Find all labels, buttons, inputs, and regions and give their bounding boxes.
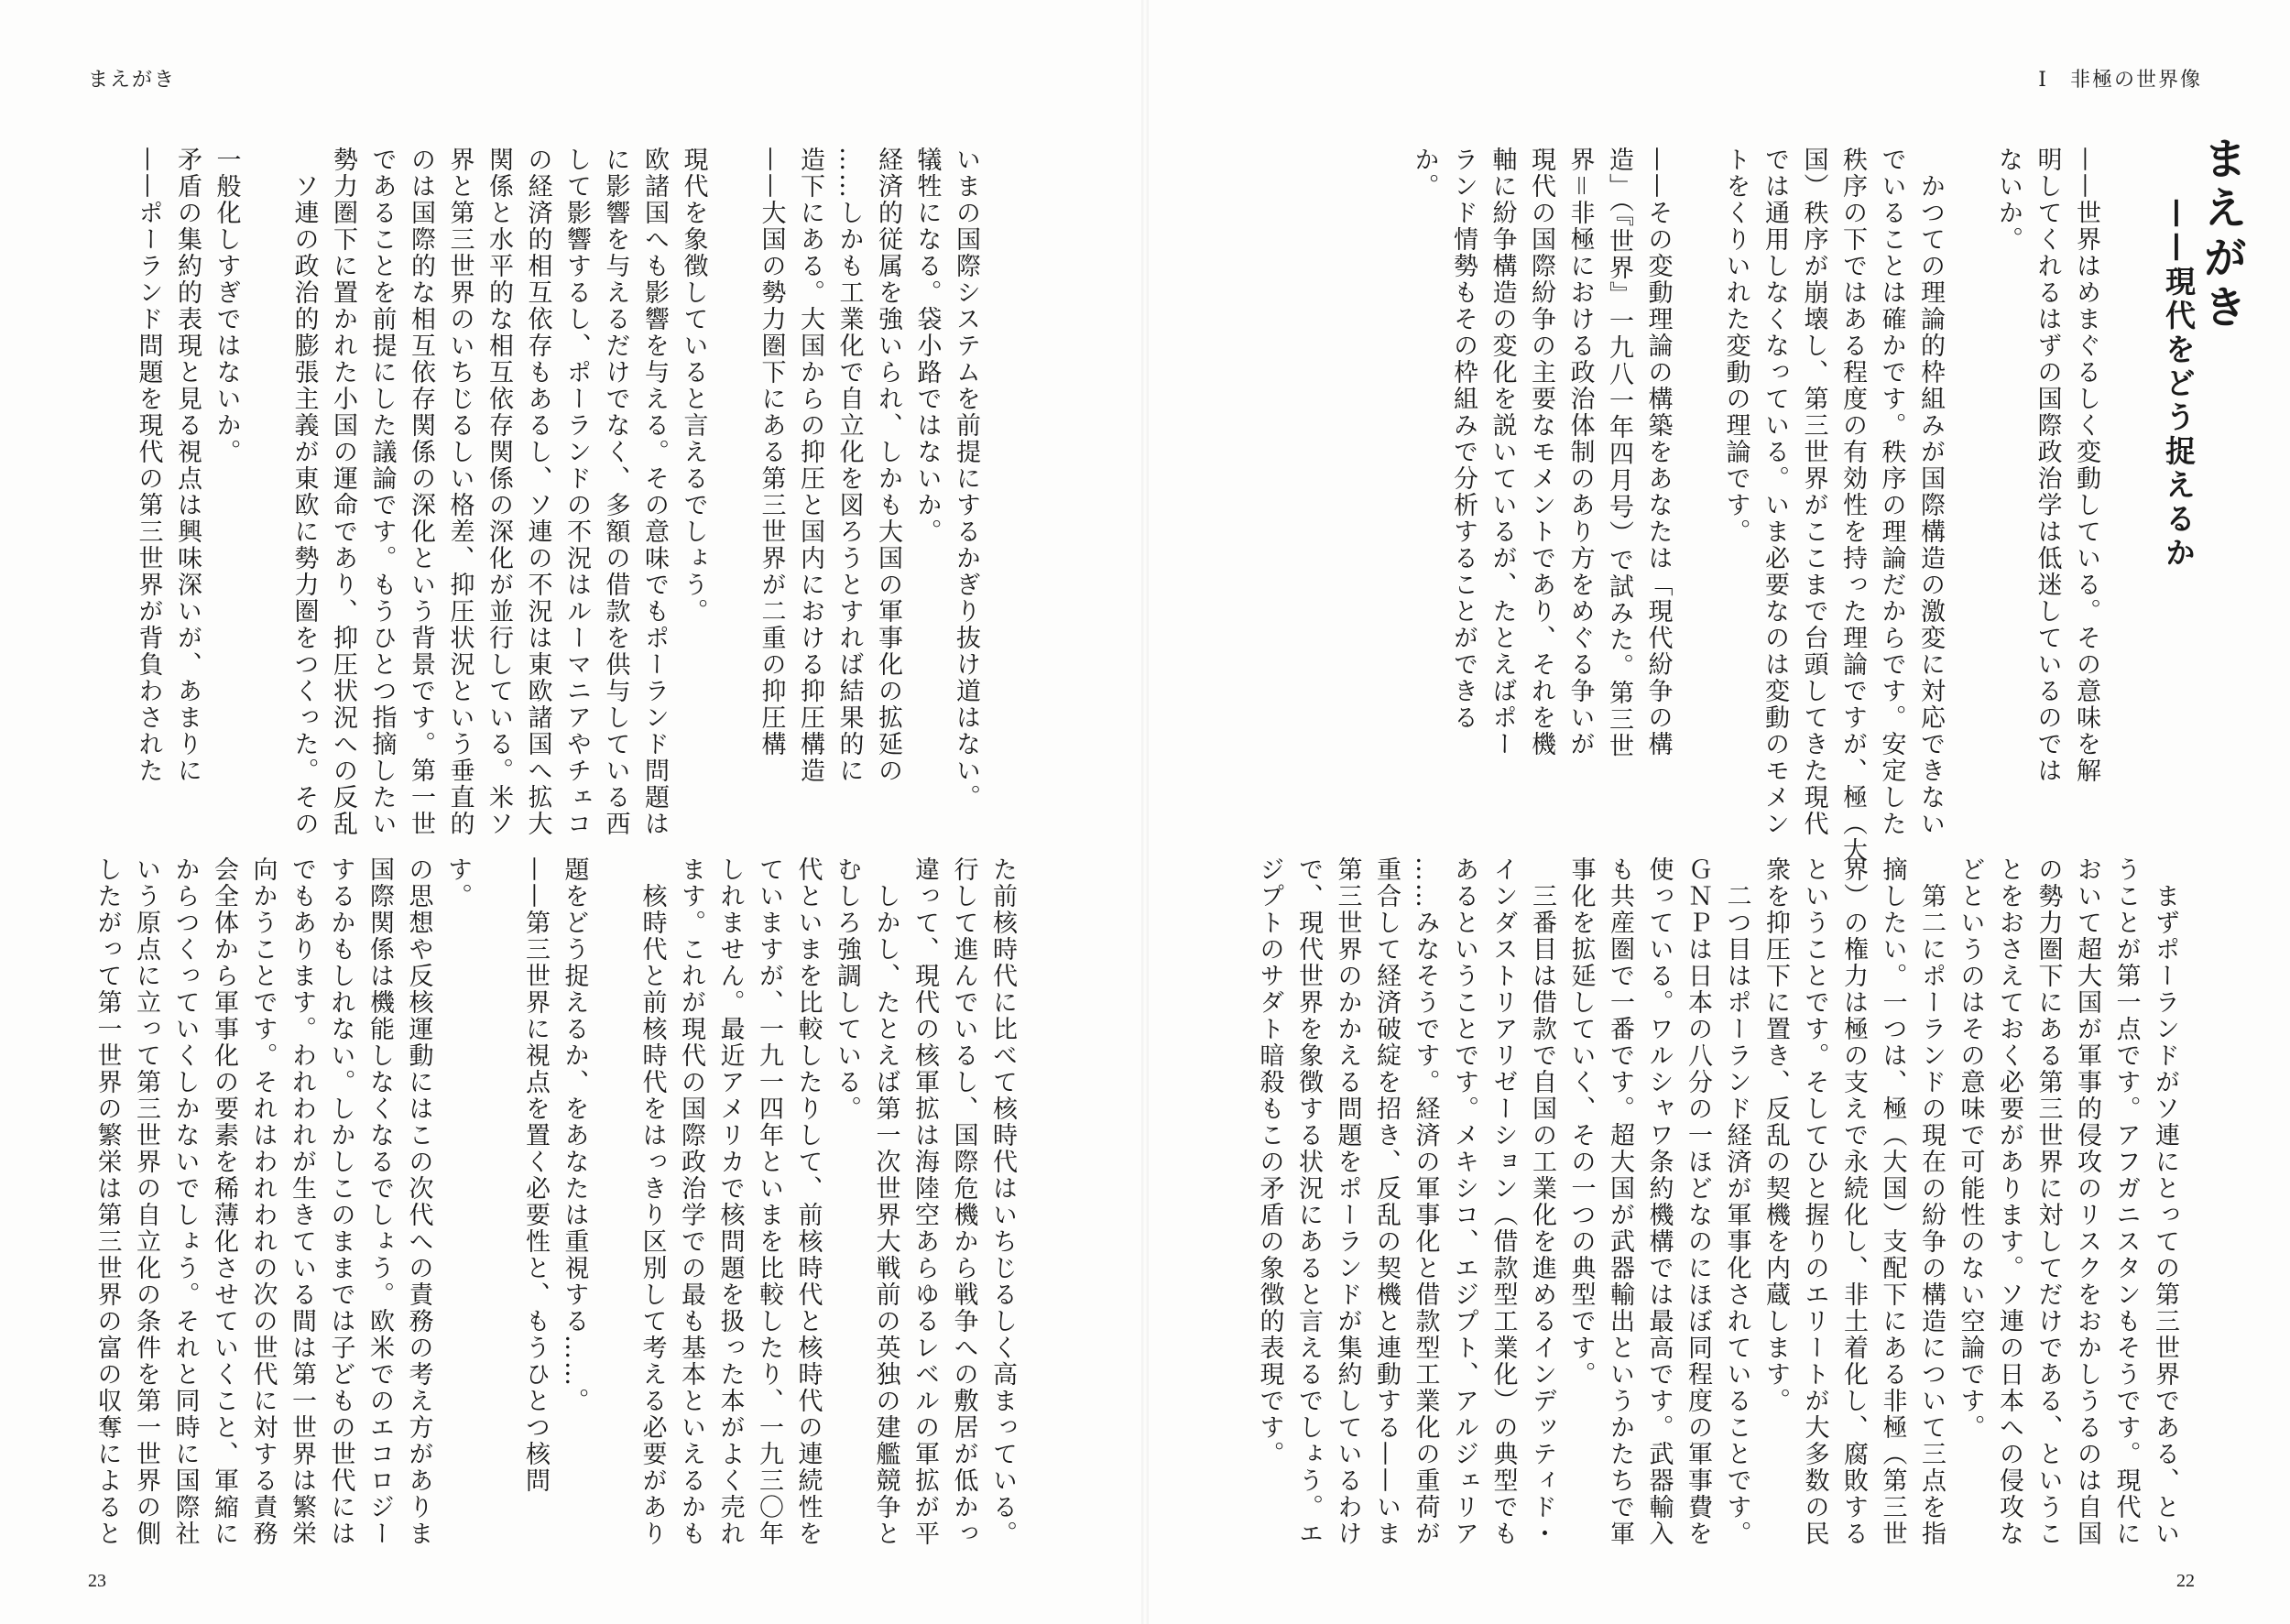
page-number: 22 (2176, 1571, 2195, 1591)
chapter-subtitle: ——現代をどう捉えるか (2161, 198, 2197, 571)
running-head: Ⅰ 非極の世界像 (2038, 69, 2202, 92)
running-head: まえがき (88, 69, 177, 92)
right-lower-text: まずポーランドがソ連にとっての第三世界である、とい うことが第一点です。アフガニスタンもそうです。現代に おいて超大国が軍事的侵攻のリスクをおかしうるのは自国 の勢力圏下にある第三世界に対してだけである、というこ とをおさえておく必要があります。ソ連の日本への侵攻な どというのはその意味で可能性のない空論です。 第二にポーランドの現在の紛争の構造について三点を指 摘したい。一つは、極（大国）支配下にある非極（第三世 界）の権力は極の支えで永続化し、非土着化し、腐敗する ということです。そしてひと握りのエリートが大多数の民 衆を抑圧下に置き、反乱の契機を内蔵します。 二つ目はポーランド経済が軍事化されていることです。 ＧＮＰは日本の八分の一ほどなのにほぼ同程度の軍事費を 使っている。ワルシャワ条約機構では最高です。武器輸入 も共産圏で一番です。超大国が武器輸出というかたちで軍 事化を拡延していく、その一つの典型です。 三番目は借款で自国の工業化を進めるインデッティド・ インダストリアリゼーション（借款型工業化）の典型でも あるということです。メキシコ、エジプト、アルジェリア ……みなそうです。経済の軍事化と借款型工業化の重荷が 重合して経済破綻を招き、反乱の契機と連動する——いま 第三世界のかかえる問題をポーランドが集約しているわけ で、現代世界を象徴する状況にあると言えるでしょう。エ ジプトのサダト暗殺もこの矛盾の象徴的表現です。 (1255, 856, 2179, 1547)
chapter-title: まえがき (2196, 136, 2247, 333)
right-upper-text: ——世界はめまぐるしく変動している。その意味を解 明してくれるはずの国際政治学は低迷しているのでは ないか。 かつての理論的枠組みが国際構造の激変に対応できない でいることは確かです。秩序の理論だからです。安定した 秩序の下ではある程度の有効性を持った理論ですが、極（大 国）秩序が崩壊し、第三世界がここまで台頭してきた現代 では通用しなくなっている。いま必要なのは変動のモメン トをくりいれた変動の理論です。 ——その変動理論の構築をあなたは「現代紛争の構 造」（『世界』一九八一年四月号）で試みた。第三世 界＝非極における政治体制のあり方をめぐる争いが 現代の国際紛争の主要なモメントであり、それを機 軸に紛争構造の変化を説いているが、たとえばポー ランド情勢もその枠組みで分析することができる か。 (1410, 147, 2100, 864)
right-page (1145, 0, 2290, 1624)
left-upper-text: いまの国際システムを前提にするかぎり抜け道はない。 犠牲になる。袋小路ではないか。 経済的従属を強いられ、しかも大国の軍事化の拡延の ……しかも工業化で自立化を図ろうとすれば結果的に 造下にある。大国からの抑圧と国内における抑圧構造 ——大国の勢力圏下にある第三世界が二重の抑圧構 現代を象徴していると言えるでしょう。 欧諸国へも影響を与える。その意味でもポーランド問題は に影響を与えるだけでなく、多額の借款を供与している西 して影響するし、ポーランドの不況はルーマニアやチェコ の経済的相互依存もあるし、ソ連の不況は東欧諸国へ拡大 関係と水平的な相互依存関係の深化が並行している。米ソ 界と第三世界のいちじるしい格差、抑圧状況という垂直的 のは国際的な相互依存関係の深化という背景です。第一世 であることを前提にした議論です。もうひとつ指摘したい 勢力圏下に置かれた小国の運命であり、抑圧状況への反乱 ソ連の政治的膨張主義が東欧に勢力圏をつくった。その 一般化しすぎではないか。 矛盾の集約的表現と見る視点は興味深いが、あまりに ——ポーランド問題を現代の第三世界が背負わされた (134, 147, 980, 837)
page-number: 23 (88, 1571, 106, 1591)
left-lower-text: た前核時代に比べて核時代はいちじるしく高まっている。 行して進んでいるし、国際危機から戦争への敷居が低かっ 違って、現代の核軍拡は海陸空あらゆるレベルの軍拡が平 しかし、たとえば第一次世界大戦前の英独の建艦競争と むしろ強調している。 代といまを比較したりして、前核時代と核時代の連続性を ていますが、一九一四年といまを比較したり、一九三〇年 しれません。最近アメリカで核問題を扱った本がよく売れ ます。これが現代の国際政治学での最も基本といえるかも 核時代と前核時代をはっきり区別して考える必要があり 題をどう捉えるか、をあなたは重視する……。 ——第三世界に視点を置く必要性と、もうひとつ核問 す。 の思想や反核運動にはこの次代への責務の考え方がありま 国際関係は機能しなくなるでしょう。欧米でのエコロジー するかもしれない。しかしこのままでは子どもの世代には でもあります。われわれが生きている間は第一世界は繁栄 向かうことです。それはわれわれの次の世代に対する責務 会全体から軍事化の要素を稀薄化させていくこと、軍縮に からつくっていくしかないでしょう。それと同時に国際社 いう原点に立って第三世界の自立化の条件を第一世界の側 したがって第一世界の繁栄は第三世界の富の収奪によると (93, 856, 1017, 1547)
